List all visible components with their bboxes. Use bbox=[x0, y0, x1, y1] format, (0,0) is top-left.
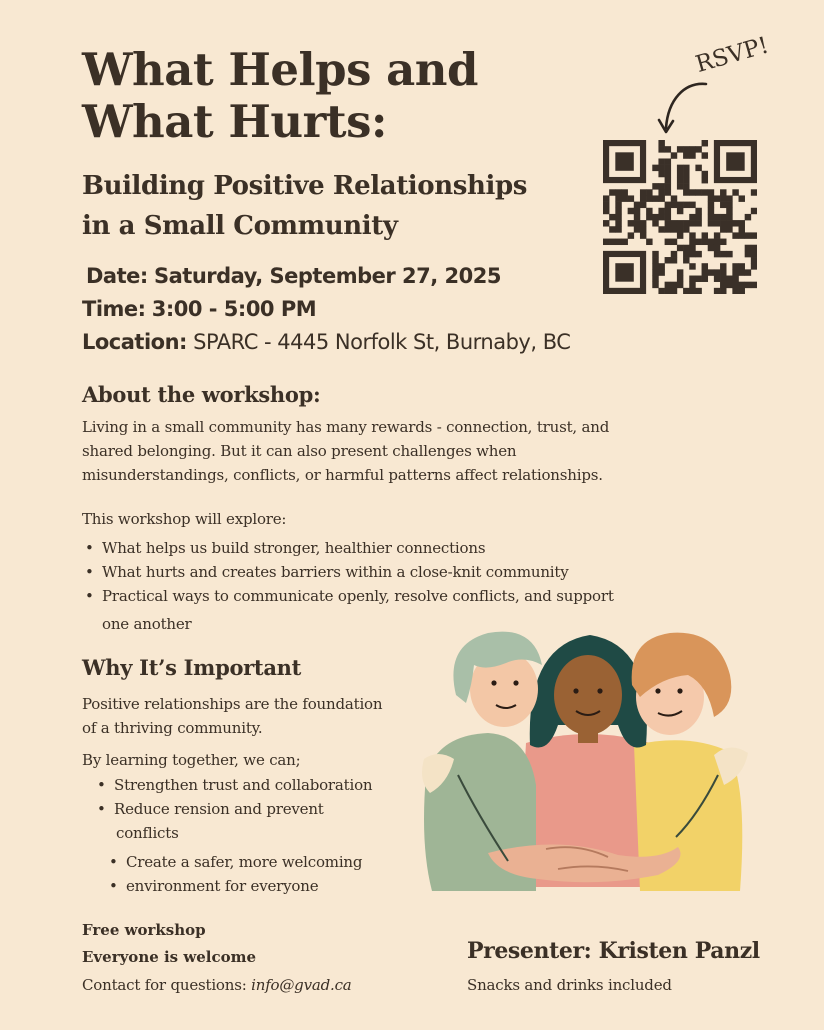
title-line-1: What Helps and bbox=[82, 43, 478, 96]
time-value: 3:00 - 5:00 PM bbox=[151, 297, 317, 321]
location-label: Location: bbox=[82, 330, 187, 354]
time-label: Time: bbox=[82, 297, 146, 321]
date-label: Date: bbox=[86, 264, 148, 288]
event-date bbox=[86, 264, 666, 288]
page-title bbox=[82, 44, 552, 148]
why-paragraph bbox=[82, 692, 422, 740]
about-line-2: shared belonging. But it can also present challenges when bbox=[82, 442, 517, 460]
why-line-2: of a thriving community. bbox=[82, 719, 263, 737]
why-list-2 bbox=[106, 850, 426, 898]
three-people-hugging-illustration bbox=[418, 625, 758, 895]
list-item: • Reduce rension and prevent bbox=[94, 797, 414, 821]
contact-email-link[interactable]: info@gvad.ca bbox=[251, 976, 352, 994]
page-subtitle bbox=[82, 166, 592, 246]
rsvp-label: RSVP! bbox=[692, 32, 772, 78]
everyone-welcome: Everyone is welcome bbox=[82, 948, 257, 966]
event-location bbox=[82, 330, 662, 354]
list-item: • Create a safer, more welcoming bbox=[106, 850, 426, 874]
subtitle-line-1: Building Positive Relationships bbox=[82, 171, 527, 201]
list-item: • Practical ways to communicate openly, resolve conflicts, and support bbox=[82, 584, 682, 608]
explore-list bbox=[82, 536, 682, 608]
why-item-2-continued: conflicts bbox=[116, 824, 179, 842]
explore-item-3-continued: one another bbox=[102, 615, 192, 633]
list-item: • Strengthen trust and collaboration bbox=[94, 773, 414, 797]
curved-arrow-icon bbox=[650, 70, 710, 140]
presenter-name: Presenter: Kristen Panzl bbox=[467, 938, 760, 964]
subtitle-line-2: in a Small Community bbox=[82, 211, 398, 241]
about-line-3: misunderstandings, conflicts, or harmful patterns affect relationships. bbox=[82, 466, 603, 484]
date-value: Saturday, September 27, 2025 bbox=[153, 264, 501, 288]
why-list bbox=[94, 773, 414, 821]
explore-intro: This workshop will explore: bbox=[82, 510, 287, 528]
list-item: • What hurts and creates barriers within a close-knit community bbox=[82, 560, 682, 584]
about-heading: About the workshop: bbox=[82, 382, 321, 407]
title-line-2: What Hurts: bbox=[82, 95, 388, 148]
contact-line bbox=[82, 973, 352, 997]
free-workshop: Free workshop bbox=[82, 921, 206, 939]
middle-person-face bbox=[554, 655, 622, 735]
about-line-1: Living in a small community has many rewards - connection, trust, and bbox=[82, 418, 610, 436]
why-heading: Why It’s Important bbox=[82, 655, 302, 680]
contact-label: Contact for questions: bbox=[82, 976, 252, 994]
list-item: • environment for everyone bbox=[106, 874, 426, 898]
list-item: • What helps us build stronger, healthier connections bbox=[82, 536, 682, 560]
snacks-note: Snacks and drinks included bbox=[467, 976, 672, 994]
why-line-1: Positive relationships are the foundation bbox=[82, 695, 383, 713]
event-time bbox=[82, 297, 662, 321]
about-paragraph bbox=[82, 415, 672, 487]
why-intro: By learning together, we can; bbox=[82, 751, 301, 769]
location-value: SPARC - 4445 Norfolk St, Burnaby, BC bbox=[193, 330, 571, 354]
